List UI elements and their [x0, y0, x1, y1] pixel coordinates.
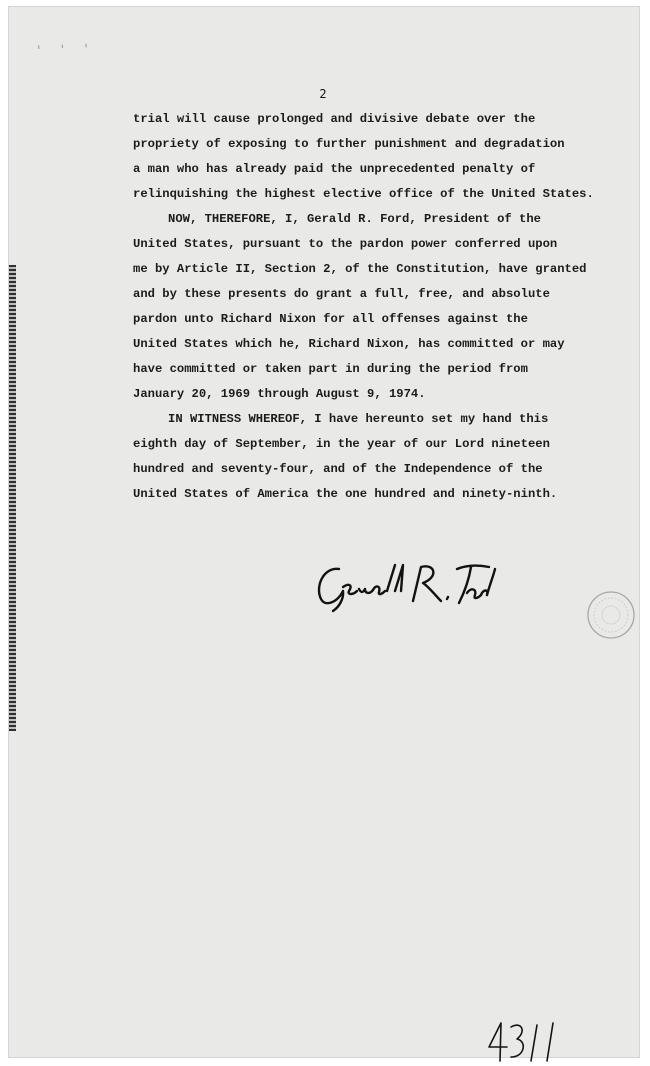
signature [309, 557, 499, 617]
text-line: have committed or taken part in during the period from [133, 362, 528, 376]
paragraph-1 [133, 107, 603, 207]
corner-marks: ' ' ' [34, 41, 95, 60]
text-line: pardon unto Richard Nixon for all offenses against the [133, 312, 528, 326]
text-line: January 20, 1969 through August 9, 1974. [133, 387, 426, 401]
text-line: IN WITNESS WHEREOF, I have hereunto set my hand this [168, 412, 549, 426]
text-line: United States, pursuant to the pardon power conferred upon [133, 237, 558, 251]
archive-seal-icon [585, 589, 637, 641]
text-line: propriety of exposing to further punishment and degradation [133, 137, 565, 151]
text-line: a man who has already paid the unprecedented penalty of [133, 162, 536, 176]
text-line: trial will cause prolonged and divisive debate over the [133, 112, 536, 126]
paragraph-2 [133, 207, 603, 407]
page-number: 2 [319, 87, 327, 101]
binding-edge [9, 265, 16, 731]
text-line: relinquishing the highest elective office of the United States. [133, 187, 594, 201]
proclamation-text [133, 107, 603, 507]
text-line: me by Article II, Section 2, of the Constitution, have granted [133, 262, 587, 276]
text-line: NOW, THEREFORE, I, Gerald R. Ford, President of the [168, 212, 541, 226]
paragraph-3 [133, 407, 603, 507]
document-page [8, 6, 640, 1058]
text-line: and by these presents do grant a full, free, and absolute [133, 287, 550, 301]
text-line: hundred and seventy-four, and of the Independence of the [133, 462, 543, 476]
text-line: United States which he, Richard Nixon, has committed or may [133, 337, 565, 351]
handwritten-number [487, 1019, 559, 1065]
text-line: United States of America the one hundred and ninety-ninth. [133, 487, 558, 501]
text-line: eighth day of September, in the year of our Lord nineteen [133, 437, 550, 451]
